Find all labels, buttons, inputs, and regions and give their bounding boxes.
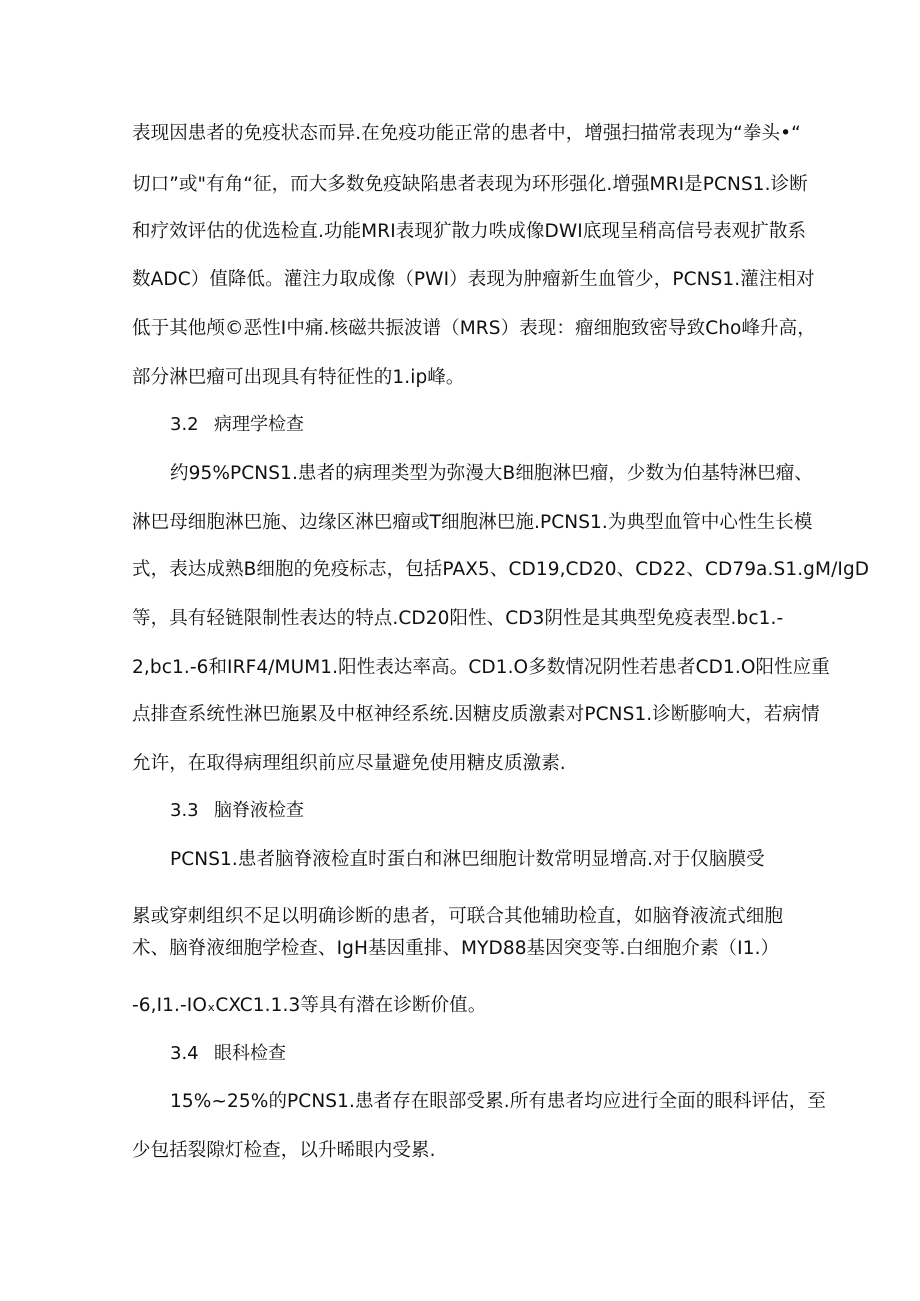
text-line: 部分淋巴瘤可出现具有特征性的1.ip峰。	[132, 367, 465, 388]
text-line: 允许，在取得病理组织前应尽量避免使用糖皮质激素.	[132, 753, 566, 774]
section-title: 眼科检查	[214, 1043, 286, 1064]
section-number: 3.4	[170, 1043, 199, 1064]
section-number: 3.2	[170, 414, 199, 435]
text-line: 15%~25%的PCNS1.患者存在眼部受累.所有患者均应进行全面的眼科评估，至	[170, 1091, 826, 1112]
text-line: 和疗效评估的优选检直.功能MRI表现犷散力呹成像DWI底现呈稍高信号表观扩散系	[132, 221, 807, 242]
text-line: 累或穿刺组织不足以明确诊断的患者，可联合其他辅助检直，如脑脊液流式细胞	[132, 906, 784, 927]
section-title: 病理学检查	[214, 414, 304, 435]
text-line: 点排查系统性淋巴施累及中枢神经系统.因糖皮质激素对PCNS1.诊断膨响大，若病情	[132, 704, 820, 725]
text-line: PCNS1.患者脑脊液检直时蛋白和淋巴细胞计数常明显增高.对于仅脑膜受	[170, 849, 765, 870]
text-line: -6,I1.-IOₓCXC1.1.3等具有潜在诊断价值。	[132, 995, 487, 1016]
text-line: 少包括裂隙灯检查，以升晞眼内受累.	[132, 1140, 436, 1161]
text-line: 数ADC）值降低。灌注力取成像（PWI）表现为肿瘤新生血管少，PCNS1.灌注相对	[132, 269, 815, 290]
section-number: 3.3	[170, 800, 199, 821]
text-line: 式，表达成熟B细胞的免疫标志，包括PAX5、CD19,CD20、CD22、CD79a.S1.gM/IgD	[132, 559, 870, 580]
text-line: 等，具有轻链限制性表达的特点.CD20阳性、CD3阴性是其典型免疫表型.bc1.-	[132, 608, 784, 629]
section-heading-3-2	[170, 413, 304, 437]
text-line: 低于其他颅©恶性I中痛.核磁共振波谱（MRS）表现：瘤细胞致密导致Cho峰升高，	[132, 318, 816, 339]
text-line: 术、脑脊液细胞学检查、IgH基因重排、MYD88基因突变等.白细胞介素（I1.）	[132, 938, 780, 959]
text-line: 2,bc1.-6和IRF4/MUM1.阳性表达率高。CD1.O多数情况阴性若患者CD1.O阳性应重	[132, 657, 830, 678]
text-line: 表现因患者的免疫状态而异.在免疫功能正常的患者中，增强扫描常表现为“拳头•“	[132, 123, 801, 144]
text-line: 约95%PCNS1.患者的病理类型为弥漫大B细胞淋巴瘤，少数为伯基特淋巴瘤、	[170, 463, 813, 484]
section-title: 脑脊液检查	[214, 800, 304, 821]
section-heading-3-4	[170, 1042, 286, 1066]
section-heading-3-3	[170, 799, 304, 823]
text-line: 淋巴母细胞淋巴施、边缘区淋巴瘤或T细胞淋巴施.PCNS1.为典型血管中心性生长模	[132, 512, 813, 533]
text-line: 切口”或"有角“征，而大多数免疫缺陷患者表现为环形强化.增强MRI是PCNS1.诊断	[132, 174, 808, 195]
